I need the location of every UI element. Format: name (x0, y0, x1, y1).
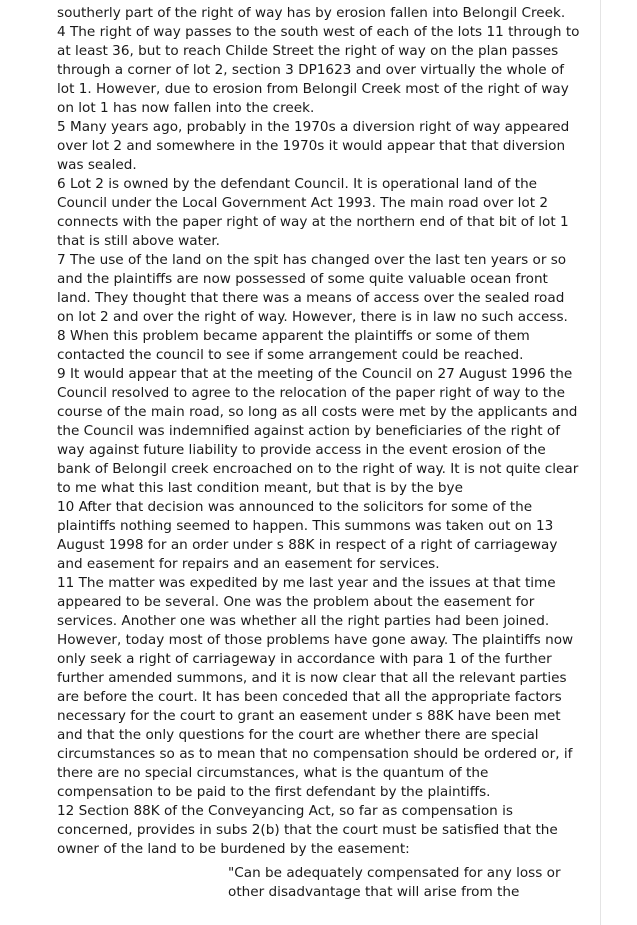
text-line: on lot 1 has now fallen into the creek. (57, 100, 315, 116)
text-line: through a corner of lot 2, section 3 DP1623 and over virtually the whole of (57, 62, 565, 78)
quote-line: "Can be adequately compensated for any loss or (228, 865, 561, 881)
text-line: the Council was indemnified against action by beneficiaries of the right of (57, 423, 561, 439)
text-line: 11 The matter was expedited by me last year and the issues at that time (57, 575, 556, 591)
text-line: contacted the council to see if some arrangement could be reached. (57, 347, 524, 363)
text-line: 4 The right of way passes to the south west of each of the lots 11 through to (57, 24, 580, 40)
text-line: way against future liability to provide access in the event erosion of the (57, 442, 546, 458)
text-line: Council resolved to agree to the relocation of the paper right of way to the (57, 385, 566, 401)
text-line: 10 After that decision was announced to the solicitors for some of the (57, 499, 533, 515)
text-line: bank of Belongil creek encroached on to the right of way. It is not quite clear (57, 461, 579, 477)
text-line: only seek a right of carriageway in accordance with para 1 of the further (57, 651, 552, 667)
text-line: plaintiffs nothing seemed to happen. This summons was taken out on 13 (57, 518, 554, 534)
text-line: 5 Many years ago, probably in the 1970s a diversion right of way appeared (57, 119, 570, 135)
text-line: on lot 2 and over the right of way. However, there is in law no such access. (57, 309, 568, 325)
text-line: 7 The use of the land on the spit has changed over the last ten years or so (57, 252, 567, 268)
text-line: and easement for repairs and an easement for services. (57, 556, 440, 572)
text-line: services. Another one was whether all the right parties had been joined. (57, 613, 550, 629)
text-line: there are no special circumstances, what is the quantum of the (57, 765, 489, 781)
statute-quotation (228, 864, 588, 902)
text-line: concerned, provides in subs 2(b) that the court must be satisfied that the (57, 822, 558, 838)
text-line: and that the only questions for the court are whether there are special (57, 727, 539, 743)
text-line: appeared to be several. One was the problem about the easement for (57, 594, 535, 610)
text-line: 12 Section 88K of the Conveyancing Act, so far as compensation is (57, 803, 513, 819)
text-line: Council under the Local Government Act 1993. The main road over lot 2 (57, 195, 549, 211)
text-line: that is still above water. (57, 233, 220, 249)
text-line: compensation to be paid to the first defendant by the plaintiffs. (57, 784, 491, 800)
text-line: over lot 2 and somewhere in the 1970s it would appear that that diversion (57, 138, 566, 154)
text-line: However, today most of those problems have gone away. The plaintiffs now (57, 632, 574, 648)
judgment-body-text (57, 4, 602, 859)
text-line: 9 It would appear that at the meeting of the Council on 27 August 1996 the (57, 366, 573, 382)
text-line: land. They thought that there was a means of access over the sealed road (57, 290, 565, 306)
quote-line: other disadvantage that will arise from the (228, 884, 520, 900)
text-line: to me what this last condition meant, but that is by the bye (57, 480, 463, 496)
text-line: 8 When this problem became apparent the plaintiffs or some of them (57, 328, 530, 344)
text-line: and the plaintiffs are now possessed of some quite valuable ocean front (57, 271, 548, 287)
text-line: necessary for the court to grant an easement under s 88K have been met (57, 708, 561, 724)
text-line: connects with the paper right of way at the northern end of that bit of lot 1 (57, 214, 569, 230)
text-line: at least 36, but to reach Childe Street the right of way on the plan passes (57, 43, 559, 59)
text-line: 6 Lot 2 is owned by the defendant Council. It is operational land of the (57, 176, 538, 192)
text-line: owner of the land to be burdened by the easement: (57, 841, 410, 857)
text-line: course of the main road, so long as all costs were met by the applicants and (57, 404, 578, 420)
text-line: southerly part of the right of way has by erosion fallen into Belongil Creek. (57, 5, 566, 21)
text-line: circumstances so as to mean that no compensation should be ordered or, if (57, 746, 573, 762)
text-line: lot 1. However, due to erosion from Belongil Creek most of the right of way (57, 81, 569, 97)
text-line: was sealed. (57, 157, 137, 173)
text-line: further amended summons, and it is now clear that all the relevant parties (57, 670, 567, 686)
text-line: August 1998 for an order under s 88K in respect of a right of carriageway (57, 537, 558, 553)
text-line: are before the court. It has been conceded that all the appropriate factors (57, 689, 562, 705)
